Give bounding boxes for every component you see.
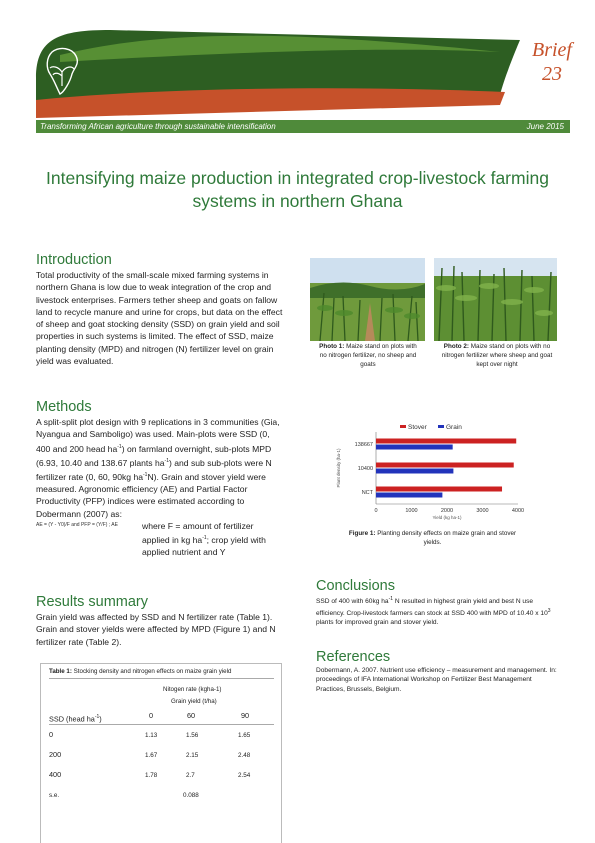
logo-text: Africa RISING	[28, 33, 34, 68]
y-tick-label: 10400	[357, 466, 373, 472]
table-1	[40, 663, 282, 843]
legend-swatch-grain	[438, 425, 444, 428]
conclusions-text	[316, 595, 561, 628]
conclusions-text-3: plants for improved grain and stover yield.	[316, 619, 439, 627]
table-row-1-v90: 2.48	[238, 752, 251, 759]
table-row-header-sup: -1	[94, 714, 100, 720]
methods-sup-1: -1	[117, 443, 122, 450]
formula-where-cont	[36, 545, 281, 557]
table-caption-text: Stocking density and nitrogen effects on maize grain yield	[73, 668, 232, 675]
photo-1-caption	[318, 342, 418, 369]
chart-legend	[400, 424, 462, 431]
table-se-value: 0.088	[183, 792, 199, 799]
yield-bar-chart	[318, 420, 538, 525]
table-caption-label: Table 1:	[49, 668, 72, 675]
table-row-header-text: SSD (head ha	[49, 714, 95, 724]
legend-swatch-stover	[400, 425, 406, 428]
methods-text-1: A split-split plot design with 9 replications in 3 communities (Gia, Nyangua and Samboligo) was used. Main-plots were SSD (0, 400 and 200 head ha	[36, 417, 280, 454]
bar-grain-138667	[376, 445, 453, 450]
y-tick-label: NCT	[361, 490, 373, 496]
methods-text	[36, 416, 281, 520]
x-tick-label: 4000	[511, 508, 525, 514]
legend-label-grain: Grain	[446, 424, 462, 431]
table-rule-mid	[49, 724, 274, 725]
methods-section	[36, 399, 281, 520]
table-col-60: 60	[187, 711, 196, 720]
table-row-2-v90: 2.54	[238, 772, 251, 779]
bar-grain-NCT	[376, 493, 442, 498]
table-row-1-v0: 1.67	[145, 752, 158, 759]
conclusions-text-1: SSD of 400 with 60kg ha	[316, 598, 389, 606]
table-caption	[49, 668, 231, 675]
y-tick-label: 138667	[354, 442, 373, 448]
photo-1-label: Photo 1:	[319, 343, 345, 350]
methods-sup-3: -1	[143, 471, 148, 478]
x-tick-label: 1000	[405, 508, 418, 514]
x-tick-label: 0	[374, 508, 378, 514]
issue-date: June 2015	[526, 122, 564, 131]
table-se-label: s.e.	[49, 792, 60, 799]
table-row-header-end: )	[99, 714, 102, 724]
table-row-1-v60: 2.15	[186, 752, 199, 759]
figure-caption-text: Planting density effects on maize grain and stover yields.	[377, 530, 517, 546]
bar-stover-NCT	[376, 487, 502, 492]
bar-stover-10400	[376, 463, 514, 468]
brief-number: 23	[542, 63, 562, 85]
results-heading: Results summary	[36, 594, 148, 610]
table-col-0: 0	[149, 711, 154, 720]
photo-2	[434, 258, 557, 341]
africa-logo-icon	[38, 42, 86, 100]
table-row-0-v0: 1.13	[145, 732, 158, 739]
photo-1	[310, 258, 425, 341]
references-text: Dobermann, A. 2007. Nutrient use efficiency – measurement and management. In: proceedings of IFA International Workshop on Fertilizer Best Management Practices, Brussels, Belgium.	[316, 667, 557, 693]
table-sub-header: Grain yield (t/ha)	[171, 698, 217, 705]
table-row-0-v60: 1.56	[186, 732, 199, 739]
results-text: Grain yield was affected by SSD and N fertilizer rate (Table 1). Grain and stover yields were affected by MPD (Figure 1) and N fertilizer rate (Table 2).	[36, 612, 276, 647]
tagline-bar	[36, 120, 570, 133]
header-banner	[0, 0, 595, 120]
where-text-2: ; crop yield with applied nutrient and Y	[142, 535, 266, 558]
table-row-2-v60: 2.7	[186, 772, 195, 779]
figure-caption-label: Figure 1:	[348, 530, 376, 537]
methods-sup-2: -1	[164, 457, 169, 464]
brief-badge	[520, 38, 584, 86]
x-axis-label: Yield (kg ha-1)	[432, 515, 462, 520]
tagline: Transforming African agriculture through sustainable intensification	[40, 122, 276, 131]
x-tick-label: 2000	[440, 508, 454, 514]
methods-heading: Methods	[36, 399, 92, 415]
table-col-90: 90	[241, 711, 250, 720]
table-row-0-ssd: 0	[49, 730, 54, 739]
table-row-2-v0: 1.78	[145, 772, 158, 779]
table-row-header	[49, 714, 102, 723]
results-section	[36, 594, 281, 648]
table-row-1-ssd: 200	[49, 750, 62, 759]
conclusions-section	[316, 578, 561, 628]
introduction-text: Total productivity of the small-scale mixed farming systems in northern Ghana is low due to weak integration of the crop and livestock enterprises. Farmers tether sheep and goats on fallow land to recycle manure and urine for crops, but data on the effect of sheep and goat stocking density (SSD) on grain yield and soil properties in such systems is limited. The effect of SSD, maize planting density (MPD) and nitrogen (N) fertilizer level on grain yield was evaluated.	[36, 270, 283, 367]
methods-text-4: N). Grain and stover yield were measured. Agronomic efficiency (AE) and Partial Factor Productivity (PFP) indices were estimated according to Dobermann (2007) as:	[36, 471, 266, 519]
conclusions-sup-2: 3	[547, 607, 551, 614]
where-text-1: where F = amount of fertilizer applied in kg ha	[142, 521, 254, 546]
conclusions-text-2: N resulted in highest grain yield and best N use efficiency. Crop-livestock farmers can stock at SSD 400 with MPD of 10.40 x 10	[316, 598, 548, 617]
conclusions-heading: Conclusions	[316, 578, 395, 594]
photo-2-text: Maize stand on plots with no nitrogen fertilizer where sheep and goat kept over night	[441, 343, 553, 368]
methods-text-2: ) on farmland overnight, sub-plots MPD (6.93, 10.40 and 138.67 plants ha	[36, 443, 272, 468]
conclusions-sup-1: -1	[388, 596, 394, 602]
bar-grain-10400	[376, 469, 453, 474]
where-sup: -1	[202, 535, 207, 542]
methods-text-3: ) and sub sub-plots were N fertilizer rate (0, 60, 90kg ha	[36, 457, 272, 482]
references-section	[316, 649, 561, 694]
introduction-section	[36, 252, 288, 367]
introduction-heading: Introduction	[36, 252, 112, 268]
photo-1-text: Maize stand on plots with no nitrogen fertilizer, no sheep and goats	[319, 343, 417, 368]
legend-label-stover: Stover	[408, 424, 427, 431]
table-group-header: Nitogen rate (kgha-1)	[163, 686, 222, 693]
photo-2-caption	[438, 342, 556, 369]
references-heading: References	[316, 649, 391, 665]
table-rule-top	[49, 678, 274, 679]
bar-stover-138667	[376, 439, 516, 444]
figure-caption	[345, 529, 520, 547]
logo	[38, 42, 86, 100]
formula: AE = (Y - Y0)/F and PFP = (Y/F) ; AE	[36, 522, 118, 528]
page-title: Intensifying maize production in integrated crop-livestock farming systems in northern Ghana	[46, 168, 549, 211]
brief-label: Brief	[532, 39, 572, 61]
table-row-2-ssd: 400	[49, 770, 62, 779]
table-row-0-v90: 1.65	[238, 732, 251, 739]
y-axis-label: Plant density (ha-1)	[336, 448, 341, 488]
x-tick-label: 3000	[476, 508, 489, 514]
photo-2-label: Photo 2:	[443, 343, 469, 350]
